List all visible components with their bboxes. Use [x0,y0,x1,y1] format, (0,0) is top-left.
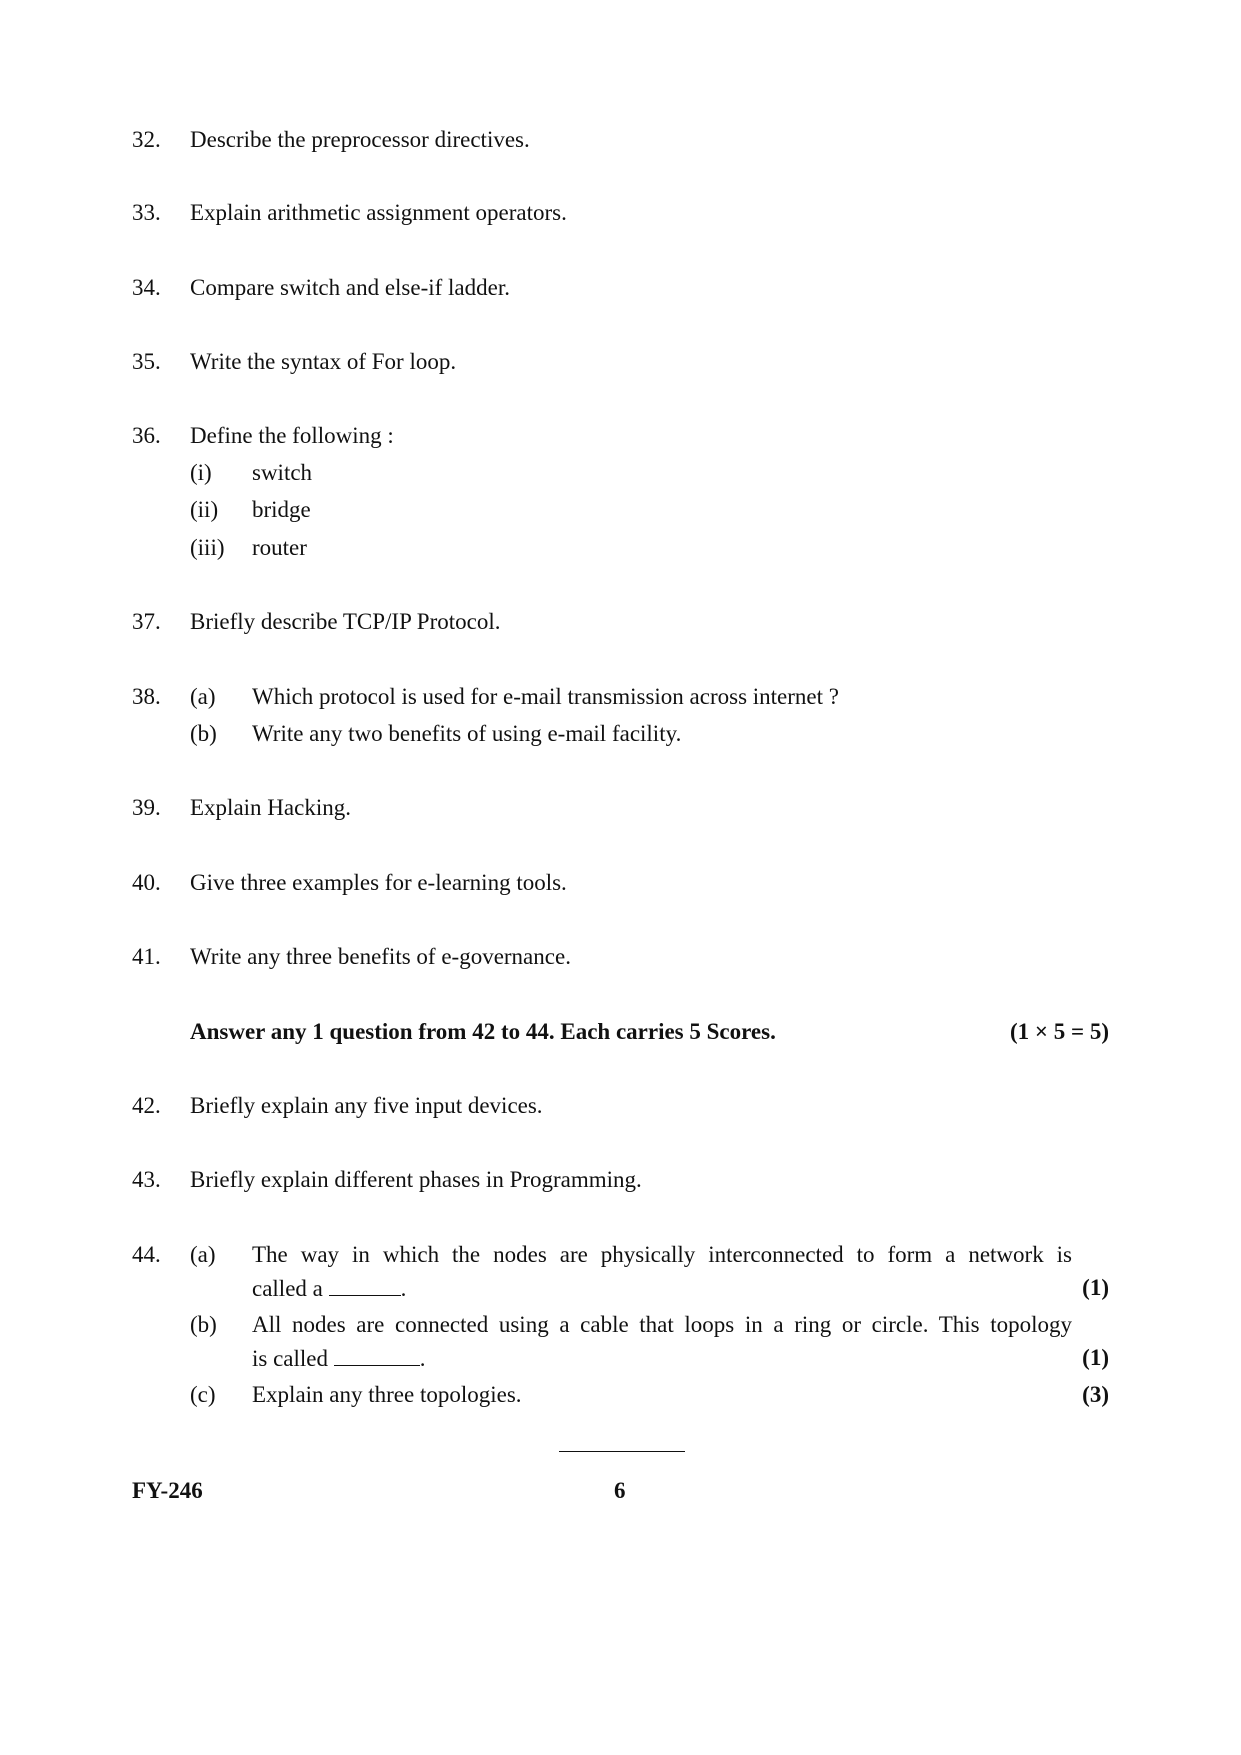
section-instruction: Answer any 1 question from 42 to 44. Each carries 5 Scores. [190,1019,776,1044]
question-text: Define the following : [190,423,394,448]
question-number: 36. [132,423,161,448]
sub-item-text-cont [252,1276,406,1300]
question-number: 32. [132,127,161,152]
question-number: 42. [132,1093,161,1118]
question-number: 38. [132,684,161,709]
sub-item-text: switch [252,460,313,485]
question-text: Give three examples for e-learning tools. [190,870,567,895]
question-number: 33. [132,200,161,225]
sub-item-text: Write any two benefits of using e-mail facility. [252,721,682,746]
sub-item-label: (b) [190,1312,217,1337]
question-text: Write the syntax of For loop. [190,349,457,374]
question-number: 35. [132,349,161,374]
question-text: Briefly describe TCP/IP Protocol. [190,609,501,634]
question-text: Briefly explain different phases in Programming. [190,1167,642,1192]
question-number: 44. [132,1242,161,1267]
sub-item-text: Explain any three topologies. [252,1382,522,1407]
sub-item-label: (a) [190,684,216,709]
question-text: Describe the preprocessor directives. [190,127,530,152]
question-text: Write any three benefits of e-governance. [190,944,571,969]
sub-item-label: (b) [190,721,217,746]
question-text: Explain Hacking. [190,795,351,820]
fill-suffix: . [419,1346,426,1371]
fill-in-blank [334,1346,420,1366]
score: (1) [1082,1345,1109,1370]
fill-suffix: . [400,1276,407,1301]
section-marks: (1 × 5 = 5) [1009,1019,1109,1044]
question-number: 40. [132,870,161,895]
fill-in-blank [329,1276,401,1296]
question-number: 43. [132,1167,161,1192]
score: (1) [1082,1275,1109,1300]
question-number: 39. [132,795,161,820]
paper-code: FY-246 [132,1478,203,1503]
sub-item-text: Which protocol is used for e-mail transmission across internet ? [252,684,839,709]
sub-item-text: The way in which the nodes are physically interconnected to form a network is [252,1242,1072,1267]
end-rule [559,1451,685,1452]
sub-item-label: (ii) [190,497,219,522]
page-number: 6 [614,1478,626,1503]
question-number: 34. [132,275,161,300]
question-text: Briefly explain any five input devices. [190,1093,543,1118]
score: (3) [1082,1382,1109,1407]
question-text: Explain arithmetic assignment operators. [190,200,567,225]
sub-item-text-cont [252,1346,426,1370]
sub-item-label: (iii) [190,535,225,560]
fill-prefix: called a [252,1276,323,1301]
question-number: 37. [132,609,161,634]
sub-item-label: (a) [190,1242,216,1267]
sub-item-text: All nodes are connected using a cable that loops in a ring or circle. This topology [252,1312,1072,1337]
sub-item-label: (c) [190,1382,216,1407]
question-text: Compare switch and else-if ladder. [190,275,510,300]
sub-item-label: (i) [190,460,212,485]
sub-item-text: bridge [252,497,311,522]
fill-prefix: is called [252,1346,328,1371]
sub-item-text: router [252,535,307,560]
question-number: 41. [132,944,161,969]
